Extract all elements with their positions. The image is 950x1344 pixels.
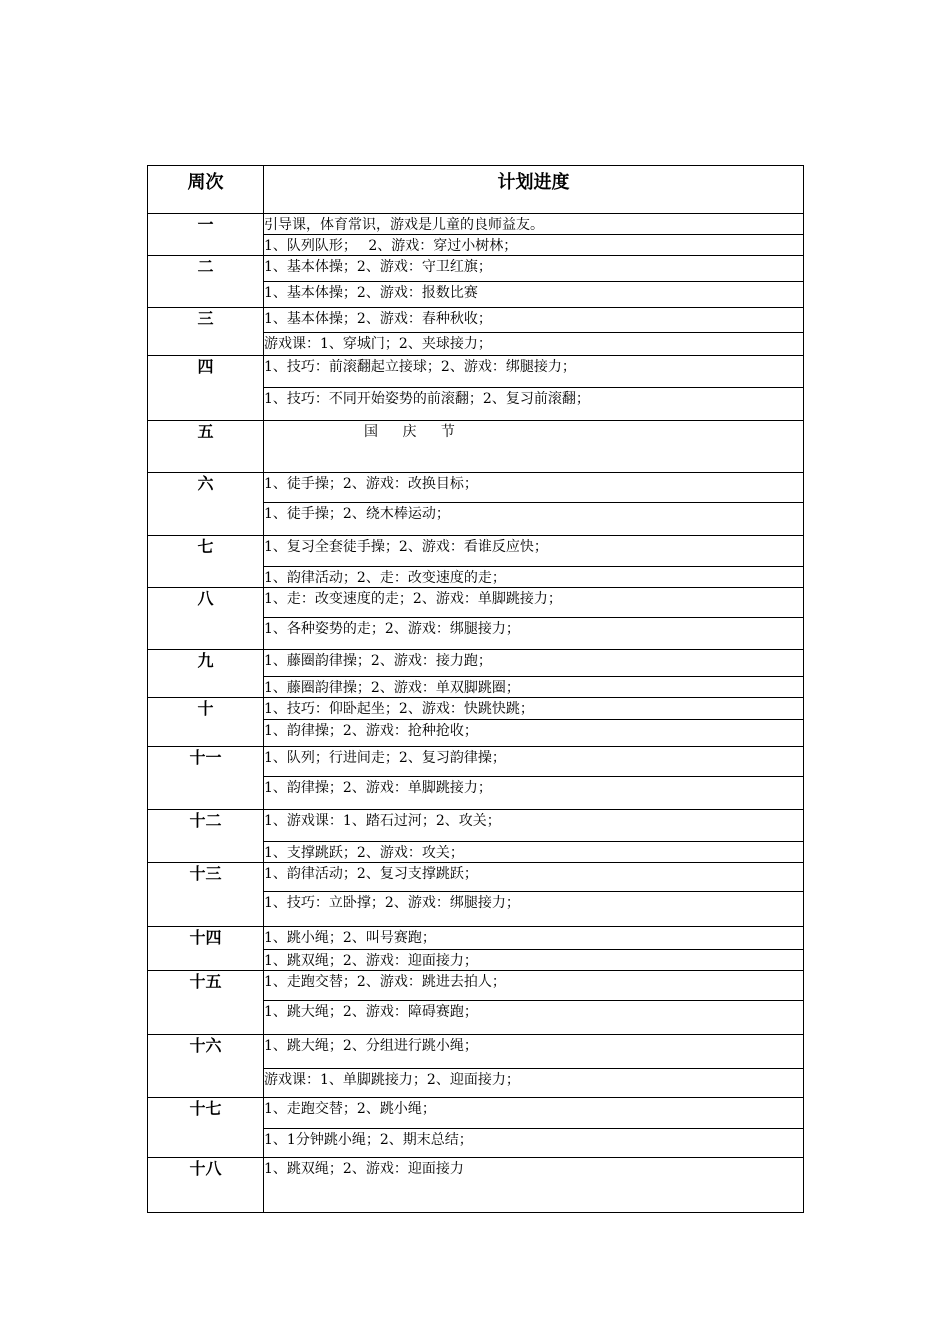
plan-cell: [264, 473, 804, 503]
plan-cell: [264, 1158, 804, 1213]
header-plan-label: 计划进度: [497, 172, 570, 193]
week-label: 十: [197, 699, 214, 718]
week-cell: [148, 588, 264, 650]
plan-cell: [264, 810, 804, 842]
week-cell: [148, 863, 264, 927]
plan-text: 1、藤圈韵律操；2、游戏：单双脚跳圈；: [264, 680, 520, 696]
plan-text: 1、走跑交替；2、游戏：跳进去拍人；: [264, 974, 506, 990]
plan-text: 1、队列队形； 2、游戏：穿过小树林；: [264, 238, 518, 254]
week-cell: [148, 1035, 264, 1098]
plan-cell: [264, 618, 804, 650]
plan-text: 1、支撑跳跃；2、游戏：攻关；: [264, 845, 464, 861]
plan-text: 1、技巧：仰卧起坐；2、游戏：快跳快跳；: [264, 701, 534, 717]
week-cell: [148, 256, 264, 308]
plan-cell: [264, 950, 804, 971]
plan-cell: [264, 356, 804, 388]
week-cell: [148, 536, 264, 588]
week-cell: [148, 698, 264, 747]
table-row: [148, 473, 804, 503]
plan-text: 引导课，体育常识，游戏是儿童的良师益友。: [264, 217, 544, 233]
week-cell: [148, 927, 264, 971]
plan-text: 1、队列；行进间走；2、复习韵律操；: [264, 750, 506, 766]
plan-text: 1、技巧：前滚翻起立接球；2、游戏：绑腿接力；: [264, 359, 576, 375]
plan-text: 1、韵律操；2、游戏：抢种抢收；: [264, 723, 478, 739]
plan-table: [147, 165, 804, 1213]
plan-cell: [264, 536, 804, 567]
plan-cell: [264, 256, 804, 282]
table-row: [148, 863, 804, 892]
plan-cell: [264, 971, 804, 1001]
week-cell: [148, 214, 264, 256]
week-label: 三: [197, 309, 214, 328]
week-label: 十八: [189, 1159, 222, 1178]
plan-text: 1、1分钟跳小绳；2、期末总结；: [264, 1132, 473, 1148]
header-plan: [264, 166, 804, 214]
plan-text: 国 庆 节: [364, 424, 465, 440]
week-cell: [148, 650, 264, 698]
week-label: 十三: [189, 864, 222, 883]
plan-text: 1、技巧：立卧撑；2、游戏：绑腿接力；: [264, 895, 520, 911]
header-week: [148, 166, 264, 214]
plan-cell: [264, 1069, 804, 1098]
week-label: 七: [197, 537, 214, 556]
week-label: 四: [197, 357, 214, 376]
table-row: [148, 421, 804, 473]
plan-text: 1、基本体操；2、游戏：春种秋收；: [264, 311, 492, 327]
plan-cell: [264, 333, 804, 356]
week-label: 八: [197, 589, 214, 608]
week-cell: [148, 1098, 264, 1158]
table-row: [148, 588, 804, 618]
plan-cell: [264, 927, 804, 950]
week-cell: [148, 810, 264, 863]
week-label: 十六: [189, 1036, 222, 1055]
table-row: [148, 536, 804, 567]
plan-text: 游戏课：1、穿城门；2、夹球接力；: [264, 336, 492, 352]
plan-text: 1、徒手操；2、游戏：改换目标；: [264, 476, 478, 492]
plan-cell: [264, 650, 804, 677]
plan-cell: [264, 567, 804, 588]
plan-text: 1、各种姿势的走；2、游戏：绑腿接力；: [264, 621, 520, 637]
table-row: [148, 971, 804, 1001]
plan-text: 1、跳小绳；2、叫号赛跑；: [264, 930, 436, 946]
plan-cell: [264, 1001, 804, 1035]
week-label: 十一: [189, 748, 222, 767]
header-row: [148, 166, 804, 214]
plan-text: 1、技巧：不同开始姿势的前滚翻；2、复习前滚翻；: [264, 391, 590, 407]
table-row: [148, 927, 804, 950]
table-row: [148, 308, 804, 333]
week-label: 十七: [189, 1099, 222, 1118]
plan-text: 1、基本体操；2、游戏：报数比赛: [264, 285, 478, 301]
week-label: 二: [197, 257, 214, 276]
plan-cell: [264, 388, 804, 421]
table-row: [148, 650, 804, 677]
plan-cell: [264, 892, 804, 927]
plan-text: 1、走跑交替；2、跳小绳；: [264, 1101, 436, 1117]
plan-text: 1、走：改变速度的走；2、游戏：单脚跳接力；: [264, 591, 562, 607]
plan-cell: [264, 282, 804, 308]
week-label: 六: [197, 474, 214, 493]
week-label: 九: [197, 651, 214, 670]
plan-cell: [264, 588, 804, 618]
plan-text: 1、徒手操；2、绕木棒运动；: [264, 506, 450, 522]
plan-text: 游戏课：1、单脚跳接力；2、迎面接力；: [264, 1072, 520, 1088]
table-row: [148, 214, 804, 235]
header-week-label: 周次: [187, 172, 224, 193]
plan-text: 1、基本体操；2、游戏：守卫红旗；: [264, 259, 492, 275]
plan-cell: [264, 842, 804, 863]
table-row: [148, 1098, 804, 1129]
plan-text: 1、韵律活动；2、复习支撑跳跃；: [264, 866, 478, 882]
plan-text: 1、跳大绳；2、分组进行跳小绳；: [264, 1038, 478, 1054]
week-cell: [148, 747, 264, 810]
plan-cell-holiday: [264, 421, 804, 473]
plan-cell: [264, 308, 804, 333]
plan-text: 1、跳双绳；2、游戏：迎面接力: [264, 1161, 464, 1177]
table-row: [148, 698, 804, 720]
plan-cell: [264, 777, 804, 810]
table-row: [148, 356, 804, 388]
plan-text: 1、跳双绳；2、游戏：迎面接力；: [264, 953, 478, 969]
plan-text: 1、韵律操；2、游戏：单脚跳接力；: [264, 780, 492, 796]
plan-cell: [264, 235, 804, 256]
week-cell: [148, 308, 264, 356]
plan-text: 1、游戏课：1、踏石过河；2、攻关；: [264, 813, 501, 829]
week-label: 十四: [189, 928, 222, 947]
plan-cell: [264, 720, 804, 747]
plan-text: 1、复习全套徒手操；2、游戏：看谁反应快；: [264, 539, 548, 555]
week-cell: [148, 971, 264, 1035]
plan-cell: [264, 1035, 804, 1069]
table-row: [148, 1035, 804, 1069]
plan-cell: [264, 698, 804, 720]
table-row: [148, 747, 804, 777]
week-label: 十二: [189, 811, 222, 830]
plan-cell: [264, 1129, 804, 1158]
week-cell: [148, 421, 264, 473]
week-cell: [148, 1158, 264, 1213]
week-label: 十五: [189, 972, 222, 991]
week-cell: [148, 473, 264, 536]
plan-cell: [264, 214, 804, 235]
plan-text: 1、韵律活动；2、走：改变速度的走；: [264, 570, 506, 586]
plan-cell: [264, 1098, 804, 1129]
plan-cell: [264, 863, 804, 892]
plan-cell: [264, 747, 804, 777]
plan-text: 1、藤圈韵律操；2、游戏：接力跑；: [264, 653, 492, 669]
week-cell: [148, 356, 264, 421]
plan-cell: [264, 677, 804, 698]
week-label: 五: [197, 422, 214, 441]
table-row: [148, 1158, 804, 1213]
plan-text: 1、跳大绳；2、游戏：障碍赛跑；: [264, 1004, 478, 1020]
week-label: 一: [197, 215, 214, 234]
table-row: [148, 810, 804, 842]
plan-cell: [264, 503, 804, 536]
table-row: [148, 256, 804, 282]
